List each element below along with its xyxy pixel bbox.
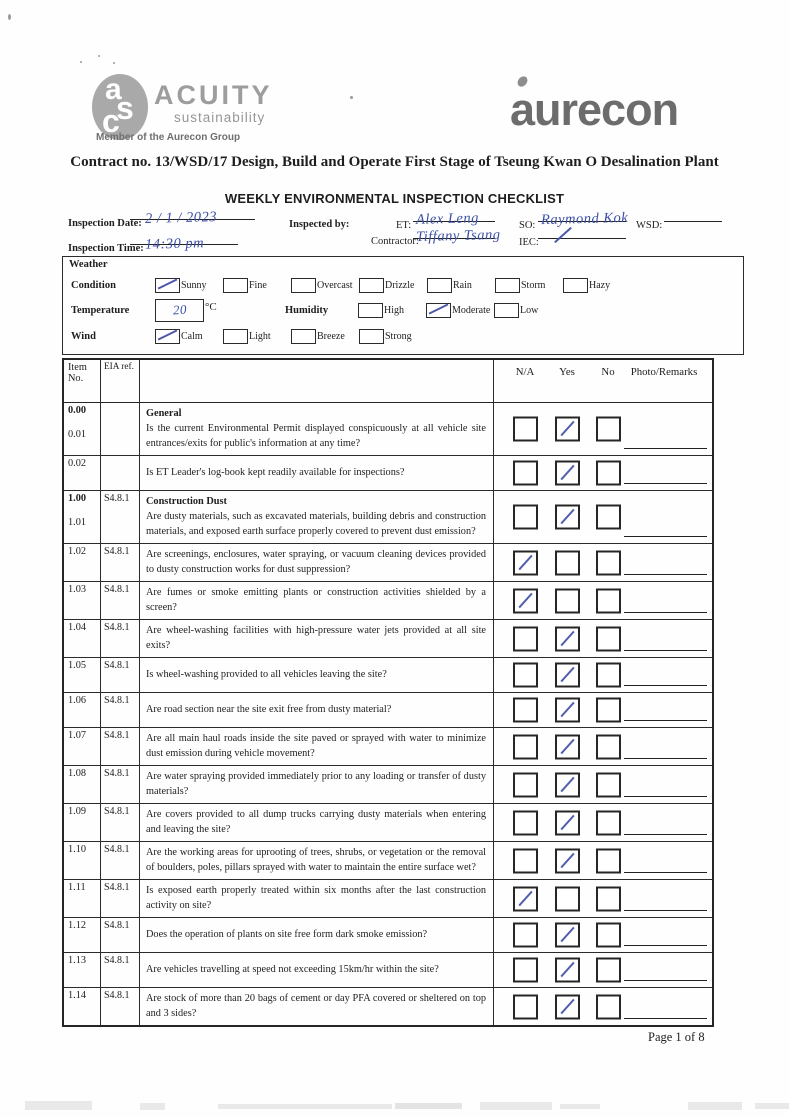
header-eia-ref: EIA ref. [101,360,140,402]
weather-checkbox[interactable] [358,303,383,318]
question-text: Are dusty materials, such as excavated materials, building debris and construction materials, and exposed earth surface properly covered to prevent dust emission? [146,511,486,537]
remarks-line[interactable] [624,910,707,911]
remarks-line[interactable] [624,685,707,686]
scan-edge-artifact [25,1101,92,1110]
inspection-date-label: Inspection Date: [68,218,142,229]
yes-checkbox[interactable] [555,417,580,442]
weather-option [427,278,495,293]
description-cell [140,658,494,692]
acuity-member-text: Member of the Aurecon Group [96,132,241,143]
header-description [140,360,494,402]
na-checkbox[interactable] [513,698,538,723]
question-text: Are covers provided to all dump trucks carrying dusty materials when entering and leaving the site? [146,809,486,835]
na-checkbox[interactable] [513,958,538,983]
table-row [64,918,712,953]
table-row [64,880,712,918]
no-checkbox[interactable] [596,734,621,759]
na-checkbox[interactable] [513,886,538,911]
scan-speck [8,14,11,20]
no-checkbox[interactable] [596,550,621,575]
yes-checkbox[interactable] [555,505,580,530]
wsd-line[interactable] [664,221,722,222]
table-row [64,582,712,620]
weather-option-label: Rain [453,280,472,291]
weather-checkbox[interactable] [223,278,248,293]
remarks-line[interactable] [624,872,707,873]
remarks-line[interactable] [624,536,707,537]
eia-ref-cell: S4.8.1 [101,766,140,803]
na-checkbox[interactable] [513,848,538,873]
item-no-cell [64,544,101,581]
weather-option-label: Calm [181,331,203,342]
na-checkbox[interactable] [513,923,538,948]
check-cell [494,918,712,952]
contractor-label: Contractor: [371,236,419,247]
table-row [64,620,712,658]
weather-option [155,278,223,293]
remarks-line[interactable] [624,945,707,946]
item-no-secondary: 1.01 [68,517,87,528]
weather-option-label: Storm [521,280,546,291]
table-header [64,360,712,403]
item-no: 1.13 [68,955,87,966]
question-text: Are vehicles travelling at speed not exceeding 15km/hr within the site? [146,964,439,975]
no-checkbox[interactable] [596,848,621,873]
na-checkbox[interactable] [513,772,538,797]
table-row [64,491,712,544]
item-no: 1.03 [68,584,87,595]
item-no: 1.02 [68,546,87,557]
item-no: 0.00 [68,405,87,416]
item-no: 1.05 [68,660,87,671]
weather-checkbox[interactable] [155,278,180,293]
acuity-monogram-icon [92,74,148,140]
description-cell [140,804,494,841]
table-row [64,403,712,456]
acuity-logo [88,70,318,150]
item-no-cell [64,842,101,879]
monogram-letter: a [105,73,122,106]
no-checkbox[interactable] [596,994,621,1019]
remarks-line[interactable] [624,1018,707,1019]
checklist-table [62,358,714,1027]
no-checkbox[interactable] [596,810,621,835]
condition-label: Condition [71,280,116,291]
item-no-cell [64,728,101,765]
acuity-name: ACUITY [154,80,273,110]
item-no-cell [64,988,101,1025]
scan-edge-artifact [395,1103,462,1109]
question-text: Are wheel-washing facilities with high-pressure water jets provided at all site exits? [146,625,486,651]
scan-edge-artifact [560,1104,600,1109]
yes-checkbox[interactable] [555,772,580,797]
remarks-line[interactable] [624,574,707,575]
scan-speck [80,61,82,63]
item-no-cell [64,456,101,490]
eia-ref-cell: S4.8.1 [101,728,140,765]
no-checkbox[interactable] [596,772,621,797]
yes-checkbox[interactable] [555,958,580,983]
yes-checkbox[interactable] [555,461,580,486]
weather-option [495,278,563,293]
iec-tick-mark [554,227,572,243]
yes-checkbox[interactable] [555,886,580,911]
weather-option-label: High [384,305,404,316]
na-checkbox[interactable] [513,505,538,530]
weather-option-label: Sunny [181,280,207,291]
eia-ref-cell: S4.8.1 [101,880,140,917]
description-cell [140,693,494,727]
na-checkbox[interactable] [513,626,538,651]
iec-line[interactable] [538,238,626,239]
table-row [64,658,712,693]
description-cell [140,728,494,765]
acuity-tagline: sustainability [174,110,266,125]
section-heading: General [146,408,182,419]
item-no-cell [64,918,101,952]
check-cell [494,544,712,581]
check-cell [494,582,712,619]
check-cell [494,403,712,455]
weather-checkbox[interactable] [359,329,384,344]
no-checkbox[interactable] [596,698,621,723]
eia-ref-cell: S4.8.1 [101,953,140,987]
weather-checkbox[interactable] [291,278,316,293]
yes-checkbox[interactable] [555,734,580,759]
item-no: 1.06 [68,695,87,706]
scan-edge-artifact [688,1102,742,1110]
condition-options [155,278,631,293]
check-cell [494,804,712,841]
weather-option-label: Light [249,331,271,342]
no-checkbox[interactable] [596,923,621,948]
eia-ref-cell: S4.8.1 [101,988,140,1025]
table-row [64,804,712,842]
item-no-cell [64,620,101,657]
so-value[interactable]: Raymond Kok [540,209,629,229]
inspection-date-value[interactable]: 2 / 1 / 2023 [144,209,218,227]
yes-checkbox[interactable] [555,848,580,873]
question-text: Is the current Environmental Permit displayed conspicuously at all vehicle site entrances/exits for public's information at any time? [146,423,486,449]
yes-checkbox[interactable] [555,923,580,948]
remarks-line[interactable] [624,834,707,835]
table-row [64,456,712,491]
weather-option-label: Low [520,305,539,316]
yes-checkbox[interactable] [555,663,580,688]
question-text: Are stock of more than 20 bags of cement or day PFA covered or sheltered on top and 3 sides? [146,993,486,1019]
question-text: Are fumes or smoke emitting plants or construction activities shielded by a screen? [146,587,486,613]
item-no-cell [64,491,101,543]
remarks-line[interactable] [624,483,707,484]
item-no-cell [64,766,101,803]
eia-ref-cell: S4.8.1 [101,842,140,879]
question-text: Is exposed earth properly treated within six months after the last construction activity on site? [146,885,486,911]
remarks-line[interactable] [624,448,707,449]
description-cell [140,620,494,657]
weather-option-label: Breeze [317,331,345,342]
item-no-cell [64,880,101,917]
item-no: 1.11 [68,882,86,893]
remarks-line[interactable] [624,650,707,651]
weather-title: Weather [69,259,108,270]
question-text: Are screenings, enclosures, water spraying, or vacuum cleaning devices provided to dusty construction works for dust suppression? [146,549,486,575]
item-no: 1.09 [68,806,87,817]
question-text: Are road section near the site exit free from dusty material? [146,704,392,715]
monogram-letter: s [116,90,134,126]
weather-checkbox[interactable] [155,329,180,344]
scan-edge-artifact [140,1103,165,1110]
remarks-line[interactable] [624,758,707,759]
temperature-unit: °C [205,301,217,313]
weather-option [223,278,291,293]
yes-checkbox[interactable] [555,994,580,1019]
no-checkbox[interactable] [596,461,621,486]
item-no-cell [64,953,101,987]
temperature-value: 20 [171,301,187,318]
weather-option [291,278,359,293]
description-cell [140,582,494,619]
no-checkbox[interactable] [596,663,621,688]
eia-ref-cell: S4.8.1 [101,693,140,727]
contractor-value[interactable]: Tiffany Tsang [415,226,501,246]
header-item-no: Item No. [64,360,101,402]
wsd-label: WSD: [636,220,663,231]
no-checkbox[interactable] [596,958,621,983]
item-no-cell [64,804,101,841]
weather-option-label: Hazy [589,280,611,291]
table-row [64,953,712,988]
item-no-cell [64,403,101,455]
weather-checkbox[interactable] [426,303,451,318]
check-cell [494,728,712,765]
na-checkbox[interactable] [513,417,538,442]
aurecon-logo [504,76,724,138]
yes-checkbox[interactable] [555,810,580,835]
no-checkbox[interactable] [596,626,621,651]
description-cell [140,918,494,952]
eia-ref-cell: S4.8.1 [101,582,140,619]
weather-option [358,303,426,318]
section-heading: Construction Dust [146,496,227,507]
item-no: 1.10 [68,844,87,855]
weather-option-label: Drizzle [385,280,415,291]
no-checkbox[interactable] [596,417,621,442]
na-checkbox[interactable] [513,461,538,486]
temperature-label: Temperature [71,305,130,316]
header-no: No [601,366,615,378]
description-cell [140,544,494,581]
check-cell [494,658,712,692]
question-text: Is wheel-washing provided to all vehicles leaving the site? [146,669,387,680]
check-cell [494,842,712,879]
eia-ref-cell: S4.8.1 [101,620,140,657]
description-cell [140,880,494,917]
weather-section [62,256,744,355]
form-title: WEEKLY ENVIRONMENTAL INSPECTION CHECKLIST [224,191,565,206]
table-row [64,728,712,766]
scan-speck [350,96,353,99]
check-cell [494,766,712,803]
header-na: N/A [515,366,535,378]
question-text: Are all main haul roads inside the site paved or sprayed with water to minimize dust emission during vehicle movement? [146,733,486,759]
no-checkbox[interactable] [596,505,621,530]
eia-ref-cell: S4.8.1 [101,544,140,581]
item-no: 1.00 [68,493,87,504]
remarks-line[interactable] [624,980,707,981]
description-cell [140,953,494,987]
temperature-field[interactable] [155,299,204,322]
check-cell [494,693,712,727]
item-no-cell [64,582,101,619]
humidity-options [358,303,562,318]
table-row [64,766,712,804]
question-text: Does the operation of plants on site free form dark smoke emission? [146,929,428,940]
weather-option [155,329,223,344]
weather-checkbox[interactable] [291,329,316,344]
et-label: ET: [396,220,412,231]
description-cell [140,988,494,1025]
na-checkbox[interactable] [513,550,538,575]
item-no: 1.07 [68,730,87,741]
humidity-label: Humidity [285,305,329,316]
weather-checkbox[interactable] [427,278,452,293]
description-cell [140,403,494,455]
na-checkbox[interactable] [513,734,538,759]
eia-ref-cell [101,456,140,490]
weather-option [359,329,427,344]
question-text: Are the working areas for uprooting of trees, shrubs, or vegetation or the removal of boulders, poles, pillars sprayed with water to maintain the entire surface wet? [146,847,486,873]
inspection-time-label: Inspection Time: [68,243,144,254]
scan-edge-artifact [755,1103,789,1109]
weather-checkbox[interactable] [494,303,519,318]
weather-checkbox[interactable] [359,278,384,293]
item-no-cell [64,693,101,727]
no-checkbox[interactable] [596,886,621,911]
item-no: 1.08 [68,768,87,779]
table-row [64,544,712,582]
item-no: 1.04 [68,622,87,633]
contract-title: Contract no. 13/WSD/17 Design, Build and Operate First Stage of Tseung Kwan O Desalination Plant [70,154,719,170]
weather-checkbox[interactable] [563,278,588,293]
description-cell [140,842,494,879]
description-cell [140,491,494,543]
wind-label: Wind [71,331,96,342]
na-checkbox[interactable] [513,810,538,835]
scan-edge-artifact [218,1104,392,1109]
item-no: 1.14 [68,990,87,1001]
item-no-secondary: 0.01 [68,429,87,440]
eia-ref-cell: S4.8.1 [101,658,140,692]
weather-option [494,303,562,318]
eia-ref-cell: S4.8.1 [101,491,140,543]
inspected-by-label: Inspected by: [289,219,350,230]
na-checkbox[interactable] [513,663,538,688]
na-checkbox[interactable] [513,994,538,1019]
et-value[interactable]: Alex Leng [415,210,480,228]
weather-option-label: Strong [385,331,412,342]
remarks-line[interactable] [624,612,707,613]
header-photo-remarks: Photo/Remarks [630,366,698,378]
so-label: SO: [519,220,536,231]
yes-checkbox[interactable] [555,550,580,575]
table-row [64,693,712,728]
table-row [64,842,712,880]
scan-speck [113,62,115,64]
weather-option [223,329,291,344]
question-text: Are water spraying provided immediately prior to any loading or transfer of dusty materials? [146,771,486,797]
weather-checkbox[interactable] [223,329,248,344]
description-cell [140,766,494,803]
yes-checkbox[interactable] [555,588,580,613]
scan-speck [98,55,100,57]
item-no: 0.02 [68,458,87,469]
na-checkbox[interactable] [513,588,538,613]
weather-option [291,329,359,344]
eia-ref-cell [101,403,140,455]
weather-checkbox[interactable] [495,278,520,293]
wind-options [155,329,427,344]
weather-option-label: Moderate [452,305,491,316]
remarks-line[interactable] [624,720,707,721]
weather-option [359,278,427,293]
description-cell [140,456,494,490]
weather-option [563,278,631,293]
remarks-line[interactable] [624,796,707,797]
check-cell [494,988,712,1025]
check-cell [494,491,712,543]
item-no-cell [64,658,101,692]
page-number: Page 1 of 8 [648,1030,705,1044]
monogram-letter: c [102,103,120,139]
no-checkbox[interactable] [596,588,621,613]
weather-option-label: Fine [249,280,267,291]
weather-option [426,303,494,318]
iec-label: IEC: [519,237,539,248]
check-cell [494,880,712,917]
header-yes: Yes [559,366,575,378]
eia-ref-cell: S4.8.1 [101,918,140,952]
yes-checkbox[interactable] [555,698,580,723]
check-cell [494,456,712,490]
question-text: Is ET Leader's log-book kept readily available for inspections? [146,467,405,478]
eia-ref-cell: S4.8.1 [101,804,140,841]
scan-edge-artifact [480,1102,552,1110]
yes-checkbox[interactable] [555,626,580,651]
inspection-time-value[interactable]: 14:30 pm [144,235,205,253]
table-row [64,988,712,1025]
item-no: 1.12 [68,920,87,931]
check-cell [494,620,712,657]
check-cell [494,953,712,987]
aurecon-wordmark: aurecon [510,84,679,135]
weather-option-label: Overcast [317,280,353,291]
